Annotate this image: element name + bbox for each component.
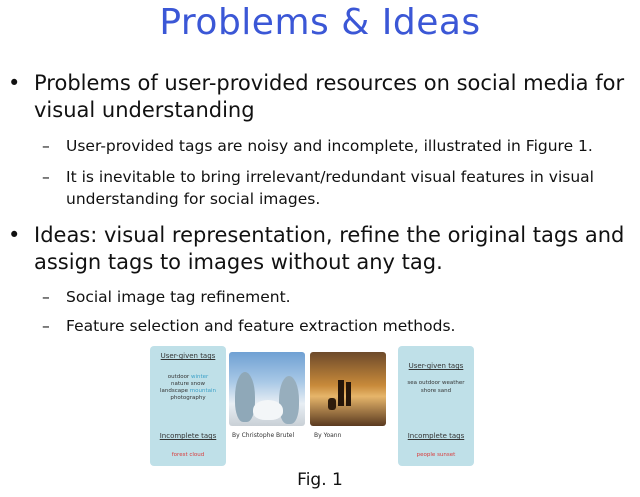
user-tags-line: nature snow (171, 381, 205, 387)
desert-sunset-photo (310, 352, 386, 426)
sub-bullet-text: It is inevitable to bring irrelevant/redundant visual features in visual understanding for social images. (66, 168, 594, 208)
user-tags-line: shore sand (420, 388, 452, 394)
sub-bullet-marker: – (42, 317, 50, 335)
user-tags-title: User-given tags (408, 362, 464, 370)
incomplete-tags-title: Incomplete tags (407, 432, 465, 440)
user-tags-title: User-given tags (160, 352, 216, 360)
sub-bullet-marker: – (42, 137, 50, 155)
figure-1 (150, 346, 476, 466)
photo-credit: By Christophe Brutel (232, 432, 295, 439)
bullet-marker: • (8, 71, 21, 95)
sub-bullet-marker: – (42, 288, 50, 306)
sub-bullet-text: Feature selection and feature extraction methods. (66, 317, 456, 335)
incomplete-tags-title: Incomplete tags (159, 432, 217, 440)
left-tag-panel (150, 346, 226, 466)
bullet-text: Ideas: visual representation, refine the original tags and assign tags to images without any tag. (34, 223, 625, 274)
bullet-text: Problems of user-provided resources on social media for visual understanding (34, 71, 625, 122)
user-tags-line: landscape mountain (159, 388, 216, 394)
figure-caption: Fig. 1 (297, 470, 343, 490)
sub-bullet-text: Social image tag refinement. (66, 288, 291, 306)
user-tags-line: photography (170, 395, 206, 401)
incomplete-tags: forest cloud (171, 452, 205, 458)
user-tags-line: sea outdoor weather (407, 380, 465, 386)
user-tags-line: outdoor winter (167, 374, 209, 380)
photo-credit: By Yoann (314, 432, 342, 439)
bullet-marker: • (8, 223, 21, 247)
sub-bullet-text: User-provided tags are noisy and incomplete, illustrated in Figure 1. (66, 137, 593, 155)
sub-bullet-marker: – (42, 168, 50, 186)
right-tag-panel (398, 346, 474, 466)
snowy-forest-photo (229, 352, 305, 426)
slide-title: Problems & Ideas (159, 2, 481, 43)
incomplete-tags: people sunset (416, 452, 456, 458)
